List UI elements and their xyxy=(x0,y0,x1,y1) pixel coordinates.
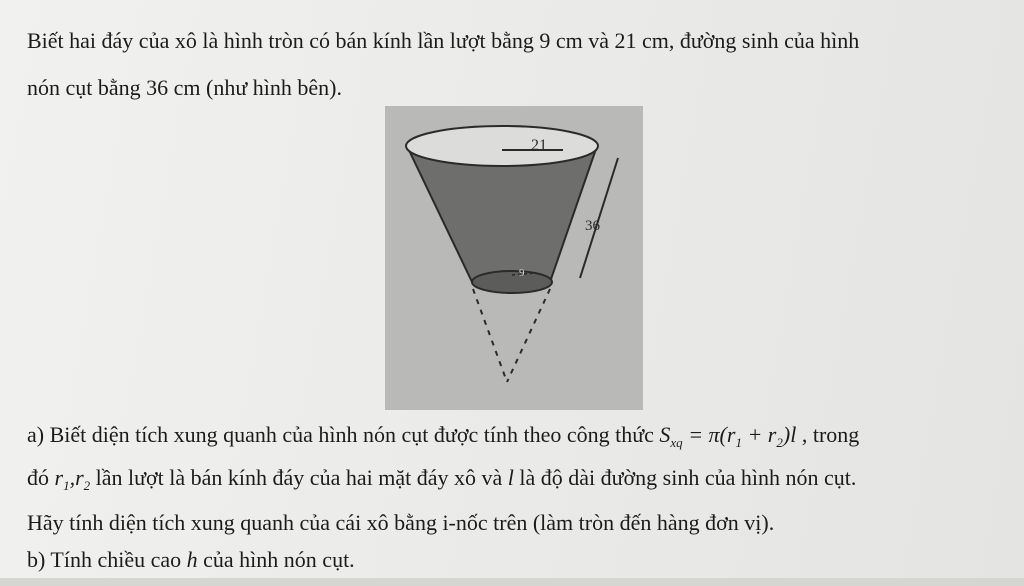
part-a-line-3: Hãy tính diện tích xung quanh của cái xô bằng i-nốc trên (làm tròn đến hàng đơn vị). xyxy=(27,510,775,535)
bucket-diagram xyxy=(385,106,643,410)
formula-s-subscript: xq xyxy=(670,435,683,450)
formula-part-1: = π(r xyxy=(682,422,736,447)
problem-intro-line-1: Biết hai đáy của xô là hình tròn có bán kính lần lượt bằng 9 cm và 21 cm, đường sinh của hình xyxy=(27,28,860,53)
part-b-prefix: b) Tính chiều cao xyxy=(27,547,187,572)
formula-part-2: + r xyxy=(741,422,777,447)
var-r1-subscript: 1 xyxy=(63,478,70,493)
line2-prefix: đó xyxy=(27,465,55,490)
cone-dashed-left xyxy=(473,289,507,382)
var-r: r xyxy=(54,465,64,490)
part-b-suffix: của hình nón cụt. xyxy=(197,547,355,572)
top-ellipse xyxy=(406,126,598,166)
part-a-text: a) Biết diện tích xung quanh của hình nón cụt được tính theo công thức xyxy=(27,422,660,447)
problem-intro-line-2: nón cụt bằng 36 cm (như hình bên). xyxy=(27,75,342,100)
formula-r2-subscript: 2 xyxy=(776,435,783,450)
var-separator: ,r xyxy=(69,465,84,490)
cone-dashed-right xyxy=(507,289,550,382)
page-bottom-edge xyxy=(0,578,1024,586)
line2-end: là độ dài đường sinh của hình nón cụt. xyxy=(513,465,857,490)
part-a-line-1 xyxy=(27,422,859,456)
slant-label: 36 xyxy=(585,218,600,234)
part-a-line-2 xyxy=(27,465,856,499)
bucket-body xyxy=(407,146,597,292)
truncated-cone-figure xyxy=(385,106,643,410)
formula-s: S xyxy=(659,422,671,447)
formula-r1-subscript: 1 xyxy=(735,435,742,450)
var-l: l xyxy=(507,465,514,490)
bottom-radius-label: 9 xyxy=(519,267,525,279)
line2-rest: lần lượt là bán kính đáy của hai mặt đáy xô và xyxy=(90,465,508,490)
part-b-line xyxy=(27,547,355,573)
part-a-trailing: , trong xyxy=(796,422,860,447)
var-r2-subscript: 2 xyxy=(83,478,91,493)
formula-part-3: )l xyxy=(782,422,797,447)
var-h: h xyxy=(186,547,198,572)
top-radius-label: 21 xyxy=(531,137,547,154)
